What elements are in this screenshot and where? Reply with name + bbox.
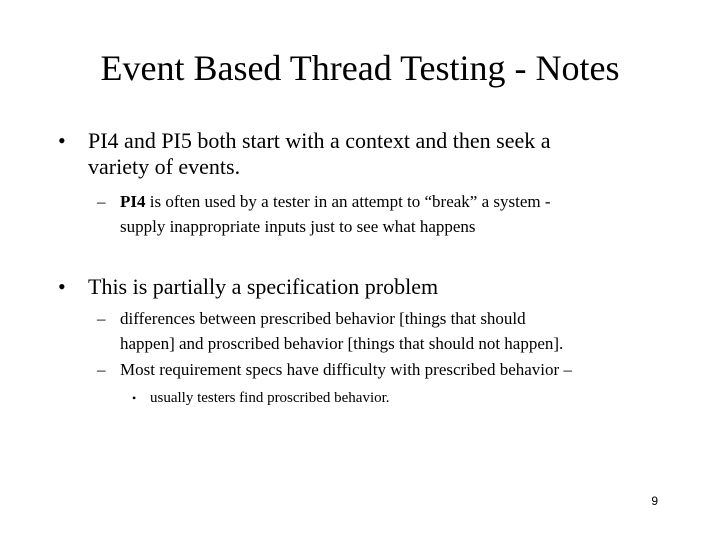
sub-bullet-text-line: supply inappropriate inputs just to see what happens	[120, 217, 476, 236]
bullet-marker: •	[132, 391, 137, 405]
sub-bullet-text-line: happen] and proscribed behavior [things that should not happen].	[120, 334, 564, 353]
bullet-marker: •	[58, 128, 66, 153]
bullet-marker: •	[58, 274, 66, 299]
sub-bullet-text-line	[120, 189, 551, 214]
slide-title: Event Based Thread Testing - Notes	[100, 48, 620, 88]
sub-bullet-pi4-break	[97, 189, 551, 239]
dash-marker: –	[97, 309, 106, 328]
bullet-text-line: This is partially a specification problem	[88, 274, 439, 299]
bullet-text-line: variety of events.	[88, 154, 241, 179]
bullet-text-line: PI4 and PI5 both start with a context and then seek a	[88, 128, 551, 153]
dash-marker: –	[97, 192, 106, 211]
sub-sub-bullet-testers	[132, 388, 390, 408]
sub-bullet-text: is often used by a tester in an attempt to “break” a system -	[145, 192, 551, 211]
sub-bullet-text-line: Most requirement specs have difficulty with prescribed behavior –	[120, 360, 572, 379]
bullet-specification-problem	[58, 274, 439, 300]
sub-sub-bullet-text-line: usually testers find proscribed behavior.	[150, 390, 390, 406]
sub-bullet-differences	[97, 306, 564, 356]
sub-bullet-requirement-specs	[97, 357, 572, 382]
dash-marker: –	[97, 360, 106, 379]
bullet-pi4-pi5	[58, 128, 551, 180]
page-number: 9	[651, 494, 658, 508]
bold-term: PI4	[120, 192, 146, 211]
sub-bullet-text-line: differences between prescribed behavior [things that should	[120, 309, 526, 328]
